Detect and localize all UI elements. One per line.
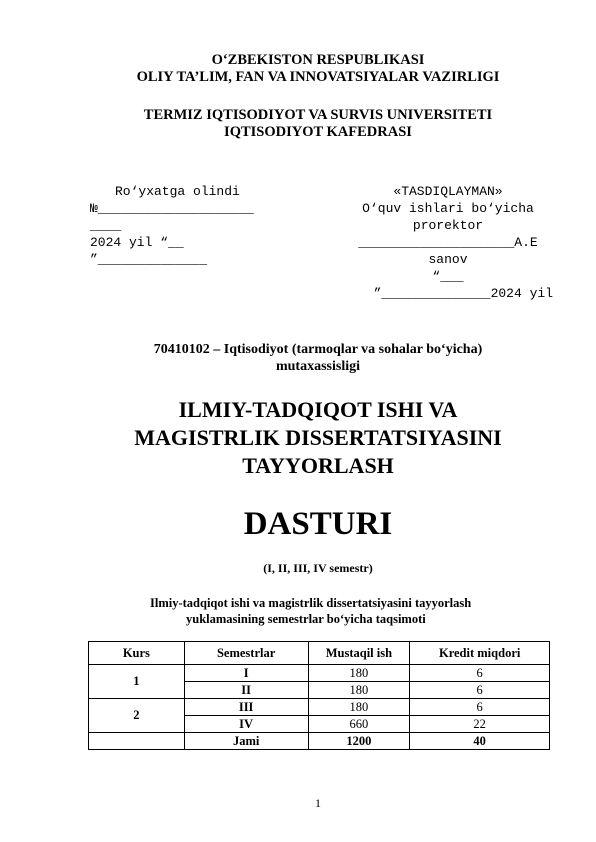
- header-line-department: IQTISODIYOT KAFEDRASI: [224, 124, 412, 140]
- cell-kredit: 6: [410, 665, 550, 682]
- table-caption-line-1: Ilmiy-tadqiqot ishi va magistrlik dissertatsiyasini tayyorlash: [150, 596, 472, 610]
- cell-kredit: 6: [410, 682, 550, 699]
- approval-title: «TASDIQLAYMAN»: [393, 184, 503, 199]
- university-header: [0, 107, 596, 141]
- title-line-3: TAYYORLASH: [242, 453, 394, 478]
- cell-semestr: I: [184, 665, 308, 682]
- approval-signature-line: ____________________A.E: [358, 235, 538, 250]
- registration-date-line: 2024 yil “__: [90, 235, 184, 250]
- header-line-republic: O‘ZBEKISTON RESPUBLIKASI: [211, 52, 425, 68]
- page-number: 1: [315, 796, 321, 810]
- title-line-2: MAGISTRLIK DISSERTATSIYASINI: [134, 425, 502, 450]
- specialty-block: [0, 341, 596, 375]
- specialty-code: 70410102 – Iqtisodiyot (tarmoqlar va sohalar bo‘yicha): [153, 342, 483, 357]
- program-heading: DASTURI: [243, 506, 393, 542]
- approval-block: [343, 183, 553, 302]
- header-line-ministry: OLIY TA’LIM, FAN VA INNOVATSIYALAR VAZIRLIGI: [136, 69, 500, 85]
- approval-position: O‘quv ishlari bo‘yicha: [362, 201, 534, 216]
- table-caption-line-2: yuklamasining semestrlar bo‘yicha taqsimoti: [186, 612, 426, 626]
- table-row: [89, 699, 550, 716]
- registration-block: [90, 183, 280, 268]
- ministry-header: [0, 52, 596, 86]
- approval-position-cont: prorektor: [412, 218, 484, 233]
- registration-number-line: №____________________: [90, 201, 254, 216]
- cell-mustaqil: 180: [308, 682, 410, 699]
- cell-semestr: III: [184, 699, 308, 716]
- cell-kredit: 22: [410, 716, 550, 733]
- cell-kredit: 6: [410, 699, 550, 716]
- cell-mustaqil: 180: [308, 699, 410, 716]
- approval-date-line-cont: ”______________2024 yil: [373, 286, 553, 301]
- semester-range: (I, II, III, IV semestr): [263, 561, 373, 575]
- approval-date-line: “___: [432, 269, 464, 284]
- table-total-row: [89, 733, 550, 750]
- document-title: [0, 396, 596, 480]
- cell-mustaqil: 660: [308, 716, 410, 733]
- cell-semestr: IV: [184, 716, 308, 733]
- cell-kurs: 2: [89, 699, 185, 733]
- specialty-suffix: mutaxassisligi: [275, 359, 360, 374]
- registration-date-line-cont: ”______________: [90, 252, 208, 267]
- header-semestrlar: Semestrlar: [184, 642, 308, 665]
- table-row: [89, 665, 550, 682]
- total-label: Jami: [184, 733, 308, 750]
- table-header-row: [89, 642, 550, 665]
- workload-table: [88, 641, 550, 750]
- cell-mustaqil: 180: [308, 665, 410, 682]
- registration-title: Ro‘yxatga olindi: [115, 184, 240, 199]
- title-line-1: ILMIY-TADQIQOT ISHI VA: [178, 397, 458, 422]
- header-kredit-miqdori: Kredit miqdori: [410, 642, 550, 665]
- registration-number-line-cont: ____: [90, 218, 122, 233]
- cell-semestr: II: [184, 682, 308, 699]
- cell-empty: [89, 733, 185, 750]
- total-kredit: 40: [410, 733, 550, 750]
- header-line-university: TERMIZ IQTISODIYOT VA SURVIS UNIVERSITETI: [143, 107, 493, 123]
- header-kurs: Kurs: [89, 642, 185, 665]
- cell-kurs: 1: [89, 665, 185, 699]
- total-mustaqil: 1200: [308, 733, 410, 750]
- approval-signature-name-cont: sanov: [428, 252, 468, 267]
- header-mustaqil-ish: Mustaqil ish: [308, 642, 410, 665]
